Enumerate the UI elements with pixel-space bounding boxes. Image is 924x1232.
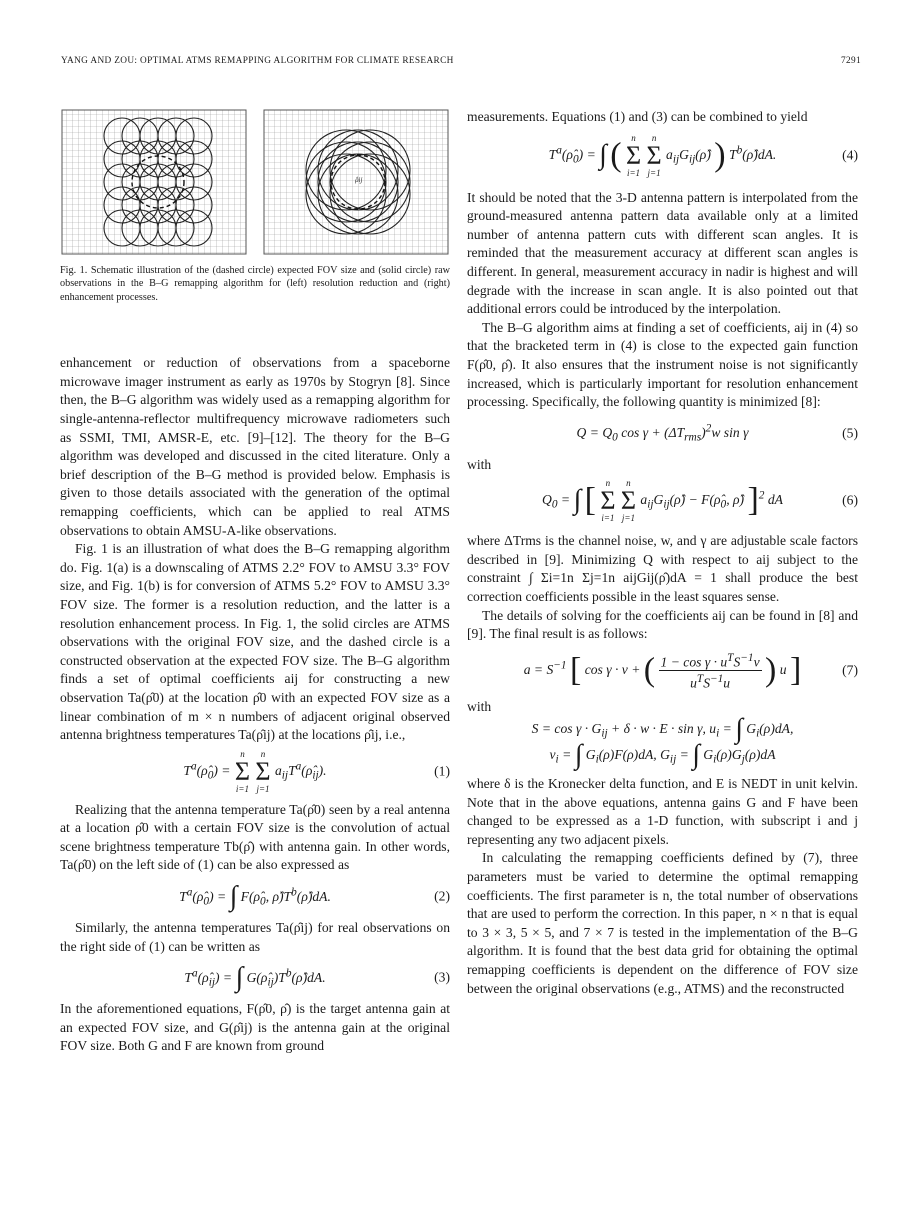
paragraph: Similarly, the antenna temperatures Ta(ρ̂ij) for real observations on the right side of (1) can be written as <box>60 919 450 954</box>
with-label: with <box>467 456 492 472</box>
paragraph: enhancement or reduction of observations from a spaceborne microwave imager instrument as early as 1970s by Stogryn [8]. Since then, the B–G algorithm was widely used as a remapping algorithm for single-antenna-reflector multifrequency microwave radiometers such as SSMI, TMI, AMSR-E, etc. [9]–[12]. The theory for the B–G algorithm was developed and discussed in the cited literature. Only a brief description of the B–G method is provided below. Emphasis is given to those details associated with the generation of the optimal remapping coefficients, which can be applied to real ATMS observations to obtain AMSU-A-like observations. <box>60 355 450 538</box>
right-column <box>467 108 858 998</box>
paragraph: In the aforementioned equations, F(ρ̂0, ρ̂) is the target antenna gain at an expected FOV size, and G(ρ̂ij) is the antenna gain at the original FOV size. Both G and F are known from ground <box>60 1000 450 1054</box>
with-label: with <box>467 698 492 714</box>
equation-2: $T^a(\rhô_0)$ = ∫ $F(\rhô_0$, $\rhô)T^b(\rhô)dA$. (2) <box>179 881 450 913</box>
figure-1 <box>60 108 450 256</box>
equation-7: $a = S^{-1}$ [ cos γ · v + ( $\frac{1 - \cos \gamma \cdot u^TS^{-1}v}{u^TS^{-1}u}$ ) u ] (7) <box>523 651 858 691</box>
paragraph: where ΔTrms is the channel noise, w, and γ are adjustable scale factors described in [9]. Minimizing Q with respect to aij subject to the constraint ∫ Σi=1n Σj=1n aijGij(ρ̂)dA = 1 shall produce the best correction coefficients possible in the least squares sense. <box>467 533 858 604</box>
page-number: 7291 <box>841 56 861 66</box>
equation-4: $T^a(\rhô_0)$ = ∫ ( n Σ i=1 n Σ j=1 $a_{ij}G_{ij}(\rhô)$ ) $T^b(\rhô)dA$. (4) <box>548 132 858 178</box>
equation-3: $T^a(\rhô_{ij})$ = ∫ $G(\rhô_{ij})T^b(\rhô)dA$. (3) <box>184 962 450 994</box>
paragraph: It should be noted that the 3-D antenna pattern is interpolated from the ground-measured antenna pattern data available only at a limited number of antenna pattern cuts with different scan angles. It is reminded that the measurement accuracy at different scan angles is different. In general, measurement accuracy in nadir is highest and will degrade with the increase in scan angle. It is also pointed out that additional errors could be introduced by the interpolation. <box>467 189 858 317</box>
paragraph: measurements. Equations (1) and (3) can be combined to yield <box>467 109 808 124</box>
equation-1: $T^a(\rhô_0)$ = n Σ i=1 n Σ j=1 $a_{ij}T^a(\rhô_{ij})$. (1) <box>183 748 450 794</box>
center-point-label: ρ̂ij <box>355 177 363 184</box>
equation-number: (2) <box>434 888 450 904</box>
equation-v-g: $v_i$ = ∫ $G_i(\rho)F(\rho)dA$, $G_{ij}$ = ∫ $G_i(\rho)G_j(\rho)dA$ <box>549 739 776 771</box>
equation-number: (5) <box>842 425 858 441</box>
left-column <box>60 108 450 1056</box>
equation-5: $Q = Q_0$ $\cos \gamma + (\Delta T_{rms})^2w$ sin γ (5) <box>576 422 858 444</box>
paragraph: In calculating the remapping coefficients defined by (7), three parameters must be varied to determine the optimal remapping coefficients. The first parameter is n, the total number of observations that are used to perform the correction. In this paper, n × n that is equal to 3 × 3, 5 × 5, and 7 × 7 is tested in the implementation of the B–G algorithm. It is found that the best data grid for obtaining the optimal remapping coefficients is dependent on the difference of FOV size between the original observations (e.g., ATMS) and the reconstructed <box>467 850 858 996</box>
figure-1b-enhancement <box>262 108 450 256</box>
figure-caption: Fig. 1. Schematic illustration of the (dashed circle) expected FOV size and (solid circle) raw observations in the B–G remapping algorithm for (left) resolution reduction and (right) enhancement processes. <box>60 265 450 303</box>
equation-number: (3) <box>434 969 450 985</box>
paragraph: The details of solving for the coefficients aij can be found in [8] and [9]. The final result is as follows: <box>467 607 858 642</box>
equation-number: (7) <box>842 662 858 678</box>
running-header <box>61 56 861 66</box>
equation-number: (4) <box>842 147 858 163</box>
paragraph: The B–G algorithm aims at finding a set of coefficients, aij in (4) so that the bracketed term in (4) is close to the expected gain function F(ρ̂0, ρ̂). It also ensures that the instrument noise is not significantly increased, which is particularly important for resolution enhancement processing. Specifically, the following quantity is minimized [8]: <box>467 319 858 410</box>
equation-s-u: $S = \cos \gamma \cdot G_{ij} + \delta \cdot w \cdot E \cdot \sin \gamma$, $u_i$ = ∫ $G_i(\rho)dA$, <box>531 713 794 745</box>
paragraph: where δ is the Kronecker delta function, and E is NEDT in unit kelvin. Note that in the above equations, antenna gains G and F have been changed to be expressed as a 1-D function, with subscript i and j representing any two adjacent pixels. <box>467 776 858 847</box>
paragraph: Fig. 1 is an illustration of what does the B–G remapping algorithm do. Fig. 1(a) is a downscaling of ATMS 2.2° FOV to AMSU 3.3° FOV size, and Fig. 1(b) is for conversion of ATMS 5.2° FOV to AMSU 3.3° FOV size. The former is a resolution reduction, and the latter is a resolution enhancement process. In Fig. 1, the solid circles are ATMS observations with the original FOV size, and the dashed circle is a constructed observation at the expected FOV size. The B–G algorithm finds a set of optimal coefficients aij for constructing a new observation Ta(ρ̂0) at the location ρ̂0 with an expected FOV size as a linear combination of m × n numbers of adjacent original observed antenna brightness temperatures Ta(ρ̂ij) at the locations ρ̂ij, i.e., <box>60 541 450 743</box>
paragraph: Realizing that the antenna temperature Ta(ρ̂0) seen by a real antenna at a location ρ̂0 with a certain FOV size is the convolution of actual scene brightness temperature Tb(ρ̂) with antenna gain. In other words, Ta(ρ̂0) on the left side of (1) can be also expressed as <box>60 801 450 873</box>
equation-number: (6) <box>842 492 858 508</box>
figure-1a-reduction <box>60 108 248 256</box>
equation-6: $Q_0$ = ∫ [ n Σ i=1 n Σ j=1 $a_{ij}G_{ij}(\rhô)$ − $F(\rhô_0$, ρ̂) ]$^2$ dA (6) <box>542 478 858 524</box>
running-title: YANG AND ZOU: OPTIMAL ATMS REMAPPING ALGORITHM FOR CLIMATE RESEARCH <box>61 56 454 66</box>
equation-number: (1) <box>434 763 450 779</box>
